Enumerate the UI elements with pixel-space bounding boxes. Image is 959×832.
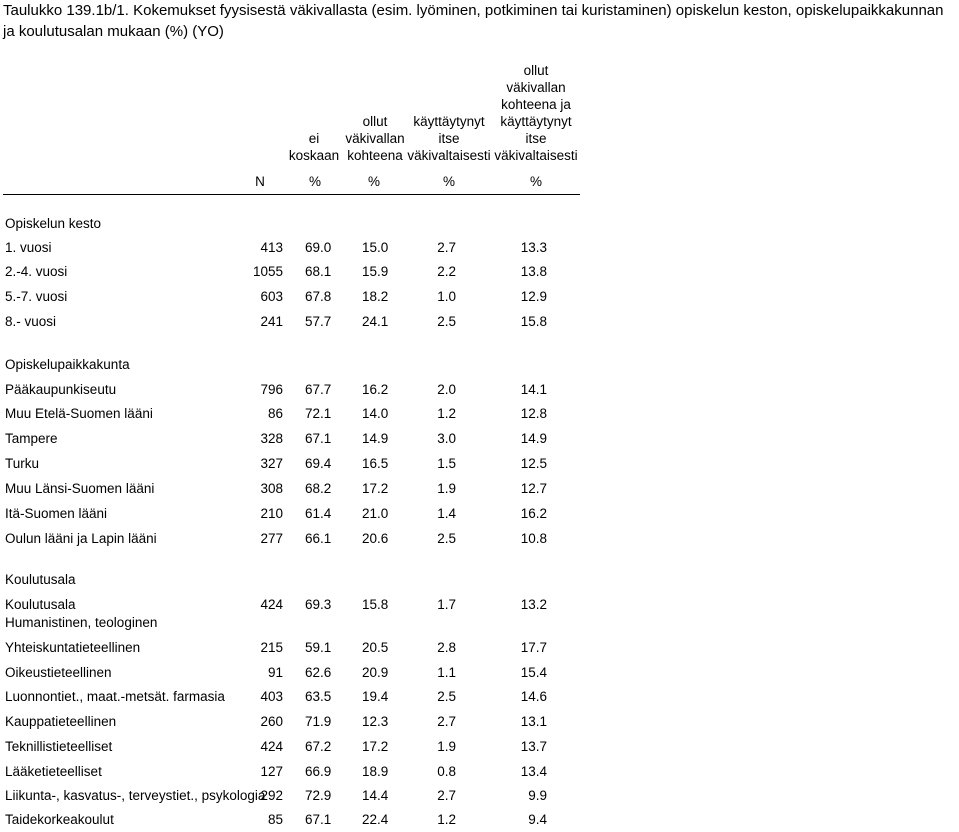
cell-p2: 15.9 — [362, 264, 389, 279]
cell-p2: 15.0 — [362, 240, 389, 255]
section-heading: Opiskelupaikkakunta — [5, 357, 130, 372]
cell-p3: 1.9 — [437, 481, 456, 496]
row-label: Lääketieteelliset — [5, 764, 102, 779]
cell-p3: 2.7 — [437, 714, 456, 729]
row-label: Turku — [5, 456, 40, 471]
cell-p1: 57.7 — [305, 314, 332, 329]
cell-p4: 16.2 — [520, 506, 547, 521]
cell-p4: 12.5 — [520, 456, 547, 471]
cell-p2: 16.5 — [362, 456, 389, 471]
section-heading: Opiskelun kesto — [5, 216, 102, 231]
row-label: Koulutusala — [5, 597, 76, 612]
cell-p2: 19.4 — [362, 689, 389, 704]
cell-p2: 17.2 — [362, 739, 389, 754]
row-label: Kauppatieteellinen — [5, 714, 117, 729]
cell-p1: 63.5 — [305, 689, 332, 704]
row-label: Oikeustieteellinen — [5, 665, 112, 680]
cell-p2: 20.5 — [362, 640, 389, 655]
cell-p3: 1.1 — [437, 665, 456, 680]
unit-n: N — [255, 174, 265, 189]
row-label: Muu Etelä-Suomen lääni — [5, 406, 153, 421]
cell-n: 796 — [260, 382, 283, 397]
cell-n: 86 — [267, 406, 283, 421]
cell-p1: 72.1 — [305, 406, 332, 421]
cell-p2: 14.9 — [362, 431, 389, 446]
cell-p2: 12.3 — [362, 714, 389, 729]
row-label: 8.- vuosi — [5, 314, 57, 329]
row-label: Yhteiskuntatieteellinen — [5, 640, 141, 655]
col-header-violent-self: käyttäytynyt itse väkivaltaisesti — [407, 114, 491, 163]
cell-n: 308 — [260, 481, 283, 496]
col-header-never: ei koskaan — [288, 131, 340, 163]
cell-n: 215 — [260, 640, 283, 655]
cell-p1: 68.2 — [305, 481, 332, 496]
cell-p3: 1.2 — [437, 812, 456, 827]
cell-p1: 67.1 — [305, 431, 332, 446]
unit-p3: % — [443, 174, 456, 189]
cell-p2: 17.2 — [362, 481, 389, 496]
cell-p2: 14.0 — [362, 406, 389, 421]
cell-n: 1055 — [252, 264, 283, 279]
cell-p4: 13.2 — [520, 597, 547, 612]
cell-p1: 61.4 — [305, 506, 332, 521]
cell-p4: 14.9 — [520, 431, 547, 446]
cell-p1: 69.3 — [305, 597, 332, 612]
cell-p2: 22.4 — [362, 812, 389, 827]
cell-p3: 1.4 — [437, 506, 456, 521]
cell-p3: 1.7 — [437, 597, 456, 612]
cell-p1: 67.2 — [305, 739, 332, 754]
row-label: Liikunta-, kasvatus-, terveystiet., psykologia — [5, 788, 266, 803]
col-header-victim: ollut väkivallan kohteena — [345, 114, 405, 163]
cell-p1: 67.1 — [305, 812, 332, 827]
cell-p3: 1.9 — [437, 739, 456, 754]
cell-n: 127 — [260, 764, 283, 779]
cell-n: 277 — [260, 531, 283, 546]
cell-p4: 12.8 — [520, 406, 547, 421]
cell-p3: 3.0 — [437, 431, 456, 446]
cell-p2: 14.4 — [362, 788, 389, 803]
cell-p1: 69.0 — [305, 240, 332, 255]
cell-p3: 1.2 — [437, 406, 456, 421]
cell-p3: 2.5 — [437, 531, 456, 546]
header-divider — [3, 194, 580, 195]
cell-p1: 62.6 — [305, 665, 332, 680]
cell-n: 328 — [260, 431, 283, 446]
cell-p4: 13.3 — [520, 240, 547, 255]
row-label: Oulun lääni ja Lapin lääni — [5, 531, 157, 546]
cell-p2: 24.1 — [362, 314, 389, 329]
cell-n: 292 — [260, 788, 283, 803]
unit-p1: % — [309, 174, 322, 189]
cell-p3: 2.7 — [437, 788, 456, 803]
cell-p4: 9.4 — [528, 812, 547, 827]
row-label: 5.-7. vuosi — [5, 289, 68, 304]
cell-n: 424 — [260, 739, 283, 754]
cell-p3: 2.5 — [437, 689, 456, 704]
section-heading: Koulutusala — [5, 572, 76, 587]
cell-p2: 15.8 — [362, 597, 389, 612]
cell-p2: 18.9 — [362, 764, 389, 779]
row-label: Itä-Suomen lääni — [5, 506, 108, 521]
cell-n: 424 — [260, 597, 283, 612]
cell-n: 210 — [260, 506, 283, 521]
table-title: Taulukko 139.1b/1. Kokemukset fyysisestä väkivallasta (esim. lyöminen, potkiminen tai kuristaminen) opiskelun keston, opiskelupaikkakunnan ja koulutusalan mukaan (%) (YO) — [3, 2, 944, 40]
cell-p1: 68.1 — [305, 264, 332, 279]
cell-p2: 16.2 — [362, 382, 389, 397]
cell-p3: 2.2 — [437, 264, 456, 279]
cell-p1: 66.1 — [305, 531, 332, 546]
cell-p4: 10.8 — [520, 531, 547, 546]
row-label: Luonnontiet., maat.-metsät. farmasia — [5, 689, 225, 704]
cell-p4: 13.7 — [520, 739, 547, 754]
cell-p3: 2.5 — [437, 314, 456, 329]
cell-p4: 12.7 — [520, 481, 547, 496]
cell-p4: 14.6 — [520, 689, 547, 704]
cell-p1: 66.9 — [305, 764, 332, 779]
cell-p3: 1.0 — [437, 289, 456, 304]
cell-p3: 0.8 — [437, 764, 456, 779]
cell-p2: 21.0 — [362, 506, 389, 521]
cell-p3: 2.8 — [437, 640, 456, 655]
cell-n: 241 — [260, 314, 283, 329]
row-label: 2.-4. vuosi — [5, 264, 68, 279]
unit-p4: % — [530, 174, 543, 189]
col-header-both: ollut väkivallan kohteena ja käyttäytynyt itse väkivaltaisesti — [494, 63, 578, 163]
cell-p1: 72.9 — [305, 788, 332, 803]
cell-n: 91 — [267, 665, 283, 680]
cell-p4: 17.7 — [520, 640, 547, 655]
row-label: 1. vuosi — [5, 240, 52, 255]
cell-p1: 67.8 — [305, 289, 332, 304]
row-label: Muu Länsi-Suomen lääni — [5, 481, 155, 496]
row-label: Teknillistieteelliset — [5, 739, 113, 754]
cell-p1: 71.9 — [305, 714, 332, 729]
cell-p4: 13.1 — [520, 714, 547, 729]
cell-p4: 13.4 — [520, 764, 547, 779]
cell-p1: 67.7 — [305, 382, 332, 397]
cell-n: 85 — [267, 812, 283, 827]
cell-p4: 15.8 — [520, 314, 547, 329]
cell-p4: 14.1 — [520, 382, 547, 397]
cell-p3: 2.0 — [437, 382, 456, 397]
cell-n: 260 — [260, 714, 283, 729]
cell-p3: 2.7 — [437, 240, 456, 255]
cell-n: 413 — [260, 240, 283, 255]
cell-p1: 69.4 — [305, 456, 332, 471]
row-sublabel: Humanistinen, teologinen — [5, 615, 158, 630]
cell-p4: 12.9 — [520, 289, 547, 304]
cell-p1: 59.1 — [305, 640, 332, 655]
cell-p3: 1.5 — [437, 456, 456, 471]
row-label: Pääkaupunkiseutu — [5, 382, 117, 397]
cell-n: 603 — [260, 289, 283, 304]
cell-p2: 20.6 — [362, 531, 389, 546]
cell-p4: 15.4 — [520, 665, 547, 680]
row-label: Tampere — [5, 431, 58, 446]
cell-p4: 9.9 — [528, 788, 547, 803]
cell-n: 327 — [260, 456, 283, 471]
cell-n: 403 — [260, 689, 283, 704]
cell-p2: 20.9 — [362, 665, 389, 680]
unit-p2: % — [368, 174, 381, 189]
cell-p2: 18.2 — [362, 289, 389, 304]
cell-p4: 13.8 — [520, 264, 547, 279]
row-label: Taidekorkeakoulut — [5, 812, 114, 827]
